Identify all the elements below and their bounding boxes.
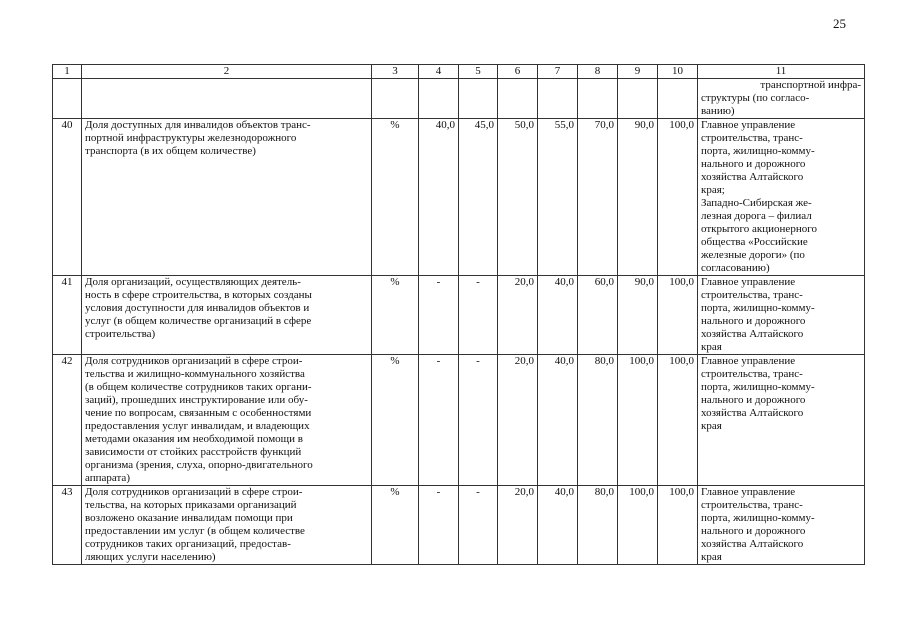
name-line: зависимости от стойких расстройств функций xyxy=(85,446,302,458)
name-line: предоставлении им услуг (в общем количестве xyxy=(85,525,305,537)
name-line: тельства, на которых приказами организаций xyxy=(85,499,297,511)
name-line: Доля доступных для инвалидов объектов транс- xyxy=(85,119,311,131)
column-header: 4 xyxy=(419,65,459,79)
name-line: (в общем количестве сотрудников таких органи- xyxy=(85,381,312,393)
responsible-line: общества «Российские xyxy=(701,236,808,248)
value-cell: 70,0 xyxy=(578,119,618,276)
row-number: 42 xyxy=(53,355,82,486)
responsible-line: Главное управление xyxy=(701,355,796,367)
value-cell: 100,0 xyxy=(658,119,698,276)
name-line: аппарата) xyxy=(85,472,130,484)
table-row xyxy=(53,276,865,355)
name-line: предоставления услуг инвалидам, и владеющих xyxy=(85,420,310,432)
column-header: 10 xyxy=(658,65,698,79)
responsible-line: строительства, транс- xyxy=(701,132,803,144)
value-cell: 100,0 xyxy=(618,486,658,565)
responsible-line: Главное управление xyxy=(701,276,796,288)
value-cell: 20,0 xyxy=(498,276,538,355)
value-cell: - xyxy=(459,355,498,486)
column-header: 6 xyxy=(498,65,538,79)
responsible-line: транспортной инфра- xyxy=(760,79,861,91)
name-line: сотрудников таких организаций, предостав- xyxy=(85,538,291,550)
name-line: услуг (в общем количестве организаций в сфере xyxy=(85,315,312,327)
value-cell: - xyxy=(419,355,459,486)
responsible-line: нального и дорожного xyxy=(701,394,806,406)
responsible-line: Главное управление xyxy=(701,119,796,131)
page-number: 25 xyxy=(833,16,846,31)
responsible-line: порта, жилищно-комму- xyxy=(701,512,815,524)
responsible-line: нального и дорожного xyxy=(701,525,806,537)
value-cell: 100,0 xyxy=(658,355,698,486)
column-number-row xyxy=(53,65,865,79)
unit-cell: % xyxy=(372,355,419,486)
name-line: условия доступности для инвалидов объектов и xyxy=(85,302,310,314)
indicator-name xyxy=(82,119,372,276)
responsible-line: согласованию) xyxy=(701,262,770,274)
column-header: 11 xyxy=(698,65,865,79)
responsible-line: нального и дорожного xyxy=(701,315,806,327)
name-line: транспорта (в их общем количестве) xyxy=(85,145,256,157)
name-line: портной инфраструктуры железнодорожного xyxy=(85,132,297,144)
responsible-cell xyxy=(698,486,865,565)
responsible-line: строительства, транс- xyxy=(701,368,803,380)
unit-cell: % xyxy=(372,276,419,355)
value-cell: 20,0 xyxy=(498,355,538,486)
name-line: строительства) xyxy=(85,328,156,340)
name-line: заций), прошедших инструктирование или обу- xyxy=(85,394,308,406)
column-header: 1 xyxy=(53,65,82,79)
responsible-cell xyxy=(698,79,865,119)
responsible-line: порта, жилищно-комму- xyxy=(701,145,815,157)
value-cell: - xyxy=(419,276,459,355)
column-header: 2 xyxy=(82,65,372,79)
responsible-line: хозяйства Алтайского xyxy=(701,328,804,340)
responsible-line: порта, жилищно-комму- xyxy=(701,302,815,314)
responsible-line: железные дороги» (по xyxy=(701,249,805,261)
column-header: 9 xyxy=(618,65,658,79)
value-cell: 80,0 xyxy=(578,486,618,565)
value-cell: 40,0 xyxy=(538,355,578,486)
continuation-row xyxy=(53,79,865,119)
name-line: чение по вопросам, связанным с особенностями xyxy=(85,407,312,419)
column-header: 3 xyxy=(372,65,419,79)
responsible-line: края xyxy=(701,551,722,563)
indicators-table xyxy=(52,64,865,565)
responsible-cell xyxy=(698,276,865,355)
value-cell: 90,0 xyxy=(618,119,658,276)
row-number: 43 xyxy=(53,486,82,565)
value-cell: 60,0 xyxy=(578,276,618,355)
column-header: 5 xyxy=(459,65,498,79)
responsible-line: хозяйства Алтайского xyxy=(701,407,804,419)
responsible-line: ванию) xyxy=(701,105,735,117)
value-cell: 50,0 xyxy=(498,119,538,276)
name-line: методами оказания им необходимой помощи в xyxy=(85,433,303,445)
responsible-line: Главное управление xyxy=(701,486,796,498)
column-header: 8 xyxy=(578,65,618,79)
name-line: Доля сотрудников организаций в сфере строи- xyxy=(85,355,303,367)
value-cell: 40,0 xyxy=(419,119,459,276)
unit-cell: % xyxy=(372,119,419,276)
responsible-line: структуры (по согласо- xyxy=(701,92,810,104)
row-number: 41 xyxy=(53,276,82,355)
responsible-line: строительства, транс- xyxy=(701,499,803,511)
value-cell: 80,0 xyxy=(578,355,618,486)
responsible-line: лезная дорога – филиал xyxy=(701,210,812,222)
value-cell: - xyxy=(419,486,459,565)
value-cell: 40,0 xyxy=(538,486,578,565)
indicator-name xyxy=(82,276,372,355)
responsible-line: Западно-Сибирская же- xyxy=(701,197,812,209)
unit-cell: % xyxy=(372,486,419,565)
name-line: ляющих услуги населению) xyxy=(85,551,216,563)
responsible-line: края xyxy=(701,341,722,353)
responsible-line: открытого акционерного xyxy=(701,223,817,235)
responsible-line: хозяйства Алтайского xyxy=(701,171,804,183)
name-line: Доля организаций, осуществляющих деятель- xyxy=(85,276,301,288)
value-cell: 45,0 xyxy=(459,119,498,276)
responsible-line: порта, жилищно-комму- xyxy=(701,381,815,393)
responsible-cell xyxy=(698,119,865,276)
responsible-line: строительства, транс- xyxy=(701,289,803,301)
responsible-line: хозяйства Алтайского xyxy=(701,538,804,550)
indicator-name xyxy=(82,486,372,565)
name-line: Доля сотрудников организаций в сфере строи- xyxy=(85,486,303,498)
value-cell: 40,0 xyxy=(538,276,578,355)
value-cell: - xyxy=(459,276,498,355)
responsible-line: края; xyxy=(701,184,725,196)
column-header: 7 xyxy=(538,65,578,79)
value-cell: 100,0 xyxy=(658,276,698,355)
value-cell: 20,0 xyxy=(498,486,538,565)
name-line: тельства и жилищно-коммунального хозяйства xyxy=(85,368,305,380)
indicator-name xyxy=(82,355,372,486)
value-cell: 55,0 xyxy=(538,119,578,276)
table-row xyxy=(53,355,865,486)
responsible-line: нального и дорожного xyxy=(701,158,806,170)
responsible-line: края xyxy=(701,420,722,432)
table-row xyxy=(53,486,865,565)
name-line: возложено оказание инвалидам помощи при xyxy=(85,512,293,524)
responsible-cell xyxy=(698,355,865,486)
value-cell: 100,0 xyxy=(618,355,658,486)
name-line: ность в сфере строительства, в которых созданы xyxy=(85,289,312,301)
value-cell: - xyxy=(459,486,498,565)
value-cell: 90,0 xyxy=(618,276,658,355)
value-cell: 100,0 xyxy=(658,486,698,565)
table-row xyxy=(53,119,865,276)
name-line: организма (зрения, слуха, опорно-двигательного xyxy=(85,459,313,471)
row-number: 40 xyxy=(53,119,82,276)
